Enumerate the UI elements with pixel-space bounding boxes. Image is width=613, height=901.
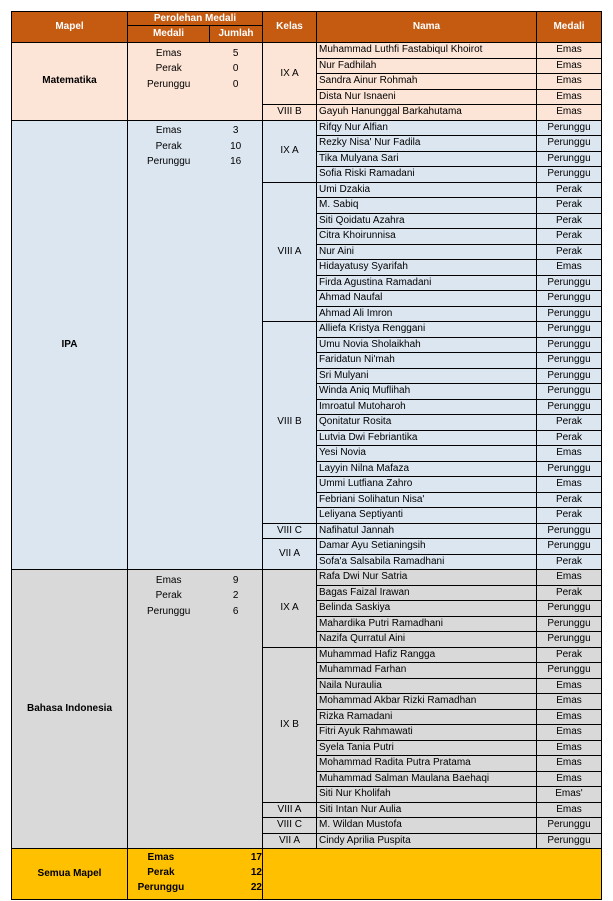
- student-name: Ummi Lutfiana Zahro: [317, 477, 537, 493]
- student-name: Gayuh Hanunggal Barkahutama: [317, 105, 537, 121]
- student-medal: Emas: [537, 725, 602, 741]
- header-medali-sub: Medali: [128, 26, 210, 43]
- medal-count-row: [128, 155, 262, 171]
- subject-medal-summary: [128, 121, 263, 571]
- student-medal: Emas': [537, 787, 602, 803]
- medal-count-label: Perunggu: [147, 605, 191, 617]
- student-medal: Emas: [537, 90, 602, 106]
- student-name: Alliefa Kristya Renggani: [317, 322, 537, 338]
- student-medal: Perak: [537, 555, 602, 571]
- student-name: Firda Agustina Ramadani: [317, 276, 537, 292]
- header-jumlah: Jumlah: [210, 26, 263, 43]
- student-medal: Perunggu: [537, 167, 602, 183]
- medal-count-value: 12: [250, 867, 262, 879]
- header-medali: Medali: [537, 11, 602, 43]
- student-name: Febriani Solihatun Nisa': [317, 493, 537, 509]
- student-medal: Perunggu: [537, 307, 602, 323]
- subject-medal-summary: [128, 570, 263, 849]
- student-name: Sofia Riski Ramadani: [317, 167, 537, 183]
- student-medal: Perak: [537, 229, 602, 245]
- student-name: Winda Aniq Muflihah: [317, 384, 537, 400]
- medal-count-label: Emas: [155, 125, 182, 137]
- student-medal: Perak: [537, 214, 602, 230]
- student-medal: Perunggu: [537, 539, 602, 555]
- student-name: M. Sabiq: [317, 198, 537, 214]
- student-name: Sofa'a Salsabila Ramadhani: [317, 555, 537, 571]
- student-medal: Perunggu: [537, 462, 602, 478]
- student-medal: Emas: [537, 43, 602, 59]
- medal-count-value: 0: [232, 63, 239, 75]
- student-medal: Emas: [537, 772, 602, 788]
- student-name: Qonitatur Rosita: [317, 415, 537, 431]
- student-name: Rifqy Nur Alfian: [317, 121, 537, 137]
- student-medal: Emas: [537, 679, 602, 695]
- medal-count-row: [128, 866, 262, 881]
- header-kelas: Kelas: [263, 11, 317, 43]
- student-name: Umu Novia Sholaikhah: [317, 338, 537, 354]
- medal-count-row: [128, 851, 262, 866]
- student-name: Muhammad Hafiz Rangga: [317, 648, 537, 664]
- student-medal: Perunggu: [537, 601, 602, 617]
- student-name: Sri Mulyani: [317, 369, 537, 385]
- student-name: Belinda Saskiya: [317, 601, 537, 617]
- student-name: Nazifa Qurratul Aini: [317, 632, 537, 648]
- medal-count-row: [128, 62, 262, 78]
- student-medal: Perak: [537, 431, 602, 447]
- medal-count-label: Perunggu: [147, 78, 191, 90]
- student-name: Siti Qoidatu Azahra: [317, 214, 537, 230]
- student-medal: Perunggu: [537, 353, 602, 369]
- medal-count-label: Emas: [155, 574, 182, 586]
- student-name: Lutvia Dwi Febriantika: [317, 431, 537, 447]
- student-name: Leliyana Septiyanti: [317, 508, 537, 524]
- subject-name: Bahasa Indonesia: [11, 570, 128, 849]
- student-medal: Perunggu: [537, 276, 602, 292]
- class-label: VII A: [263, 539, 317, 570]
- student-name: Nur Aini: [317, 245, 537, 261]
- student-name: Layyin Nilna Mafaza: [317, 462, 537, 478]
- class-label: VIII A: [263, 803, 317, 819]
- medal-count-label: Perunggu: [147, 156, 191, 168]
- student-name: Citra Khoirunnisa: [317, 229, 537, 245]
- student-name: M. Wildan Mustofa: [317, 818, 537, 834]
- student-name: Cindy Aprilia Puspita: [317, 834, 537, 850]
- medal-count-value: 5: [232, 47, 239, 59]
- medal-count-row: [128, 77, 262, 93]
- student-name: Umi Dzakia: [317, 183, 537, 199]
- class-label: VIII B: [263, 105, 317, 121]
- medal-count-value: 6: [232, 605, 239, 617]
- student-medal: Perunggu: [537, 818, 602, 834]
- student-name: Rafa Dwi Nur Satria: [317, 570, 537, 586]
- student-medal: Perunggu: [537, 632, 602, 648]
- student-name: Rezky Nisa' Nur Fadila: [317, 136, 537, 152]
- medal-count-label: Perak: [147, 867, 175, 879]
- student-medal: Emas: [537, 694, 602, 710]
- medal-count-value: 0: [232, 78, 239, 90]
- student-medal: Perunggu: [537, 152, 602, 168]
- student-name: Ahmad Naufal: [317, 291, 537, 307]
- student-name: Hidayatusy Syarifah: [317, 260, 537, 276]
- student-name: Rizka Ramadani: [317, 710, 537, 726]
- student-medal: Perunggu: [537, 834, 602, 850]
- subject-name: IPA: [11, 121, 128, 571]
- total-subject-name: Semua Mapel: [11, 849, 128, 900]
- student-name: Siti Nur Kholifah: [317, 787, 537, 803]
- class-label: IX A: [263, 43, 317, 105]
- student-name: Nur Fadhilah: [317, 59, 537, 75]
- student-medal: Perunggu: [537, 663, 602, 679]
- medal-count-value: 9: [232, 574, 239, 586]
- medal-count-row: [128, 881, 262, 896]
- medal-count-row: [128, 589, 262, 605]
- medal-table: [11, 11, 602, 898]
- student-name: Mohammad Radita Putra Pratama: [317, 756, 537, 772]
- student-name: Tika Mulyana Sari: [317, 152, 537, 168]
- medal-count-row: [128, 573, 262, 589]
- student-medal: Emas: [537, 59, 602, 75]
- class-label: IX A: [263, 570, 317, 648]
- student-name: Ahmad Ali Imron: [317, 307, 537, 323]
- medal-count-row: [128, 604, 262, 620]
- medal-count-value: 10: [230, 140, 242, 152]
- subject-name: Matematika: [11, 43, 128, 121]
- student-medal: Perunggu: [537, 369, 602, 385]
- subject-medal-summary: [128, 43, 263, 121]
- class-label: VIII C: [263, 524, 317, 540]
- student-medal: Emas: [537, 741, 602, 757]
- student-name: Siti Intan Nur Aulia: [317, 803, 537, 819]
- header-mapel: Mapel: [11, 11, 128, 43]
- student-medal: Perak: [537, 586, 602, 602]
- student-medal: Perak: [537, 415, 602, 431]
- student-medal: Perak: [537, 183, 602, 199]
- student-medal: Perunggu: [537, 322, 602, 338]
- student-name: Bagas Faizal Irawan: [317, 586, 537, 602]
- student-name: Muhammad Farhan: [317, 663, 537, 679]
- student-name: Naila Nuraulia: [317, 679, 537, 695]
- total-medal-summary: [128, 849, 263, 900]
- medal-count-value: 2: [232, 590, 239, 602]
- header-perolehan-medali: Perolehan Medali: [128, 11, 263, 26]
- student-medal: Emas: [537, 756, 602, 772]
- total-blank: [263, 849, 602, 900]
- student-medal: Perak: [537, 245, 602, 261]
- student-medal: Emas: [537, 570, 602, 586]
- medal-count-value: 16: [230, 156, 242, 168]
- student-medal: Perak: [537, 198, 602, 214]
- class-label: VII A: [263, 834, 317, 850]
- medal-count-label: Emas: [147, 852, 175, 864]
- student-medal: Emas: [537, 803, 602, 819]
- student-medal: Perak: [537, 508, 602, 524]
- student-medal: Perunggu: [537, 384, 602, 400]
- class-label: VIII C: [263, 818, 317, 834]
- student-name: Damar Ayu Setianingsih: [317, 539, 537, 555]
- student-name: Imroatul Mutoharoh: [317, 400, 537, 416]
- medal-count-label: Perak: [155, 590, 182, 602]
- student-name: Sandra Ainur Rohmah: [317, 74, 537, 90]
- student-name: Mahardika Putri Ramadhani: [317, 617, 537, 633]
- header-nama: Nama: [317, 11, 537, 43]
- student-medal: Perak: [537, 648, 602, 664]
- student-medal: Emas: [537, 105, 602, 121]
- student-medal: Perak: [537, 493, 602, 509]
- student-medal: Emas: [537, 260, 602, 276]
- medal-count-label: Perak: [155, 63, 182, 75]
- student-name: Muhammad Salman Maulana Baehaqi: [317, 772, 537, 788]
- student-medal: Emas: [537, 710, 602, 726]
- student-medal: Perunggu: [537, 524, 602, 540]
- medal-count-value: 22: [250, 881, 262, 893]
- student-medal: Perunggu: [537, 136, 602, 152]
- student-medal: Perunggu: [537, 400, 602, 416]
- student-medal: Perunggu: [537, 291, 602, 307]
- student-name: Muhammad Luthfi Fastabiqul Khoirot: [317, 43, 537, 59]
- medal-count-row: [128, 124, 262, 140]
- class-label: IX B: [263, 648, 317, 803]
- student-name: Nafihatul Jannah: [317, 524, 537, 540]
- medal-count-label: Perak: [155, 140, 182, 152]
- medal-count-label: Emas: [155, 47, 182, 59]
- student-medal: Perunggu: [537, 617, 602, 633]
- class-label: VIII B: [263, 322, 317, 524]
- student-name: Syela Tania Putri: [317, 741, 537, 757]
- student-medal: Emas: [537, 446, 602, 462]
- medal-count-value: 17: [250, 852, 262, 864]
- medal-count-label: Perunggu: [137, 881, 185, 893]
- student-medal: Emas: [537, 74, 602, 90]
- medal-count-value: 3: [232, 125, 239, 137]
- student-medal: Perunggu: [537, 338, 602, 354]
- class-label: VIII A: [263, 183, 317, 323]
- student-name: Mohammad Akbar Rizki Ramadhan: [317, 694, 537, 710]
- student-name: Fitri Ayuk Rahmawati: [317, 725, 537, 741]
- student-name: Yesi Novia: [317, 446, 537, 462]
- medal-count-row: [128, 139, 262, 155]
- medal-count-row: [128, 46, 262, 62]
- student-medal: Emas: [537, 477, 602, 493]
- student-name: Dista Nur Isnaeni: [317, 90, 537, 106]
- class-label: IX A: [263, 121, 317, 183]
- student-medal: Perunggu: [537, 121, 602, 137]
- student-name: Faridatun Ni'mah: [317, 353, 537, 369]
